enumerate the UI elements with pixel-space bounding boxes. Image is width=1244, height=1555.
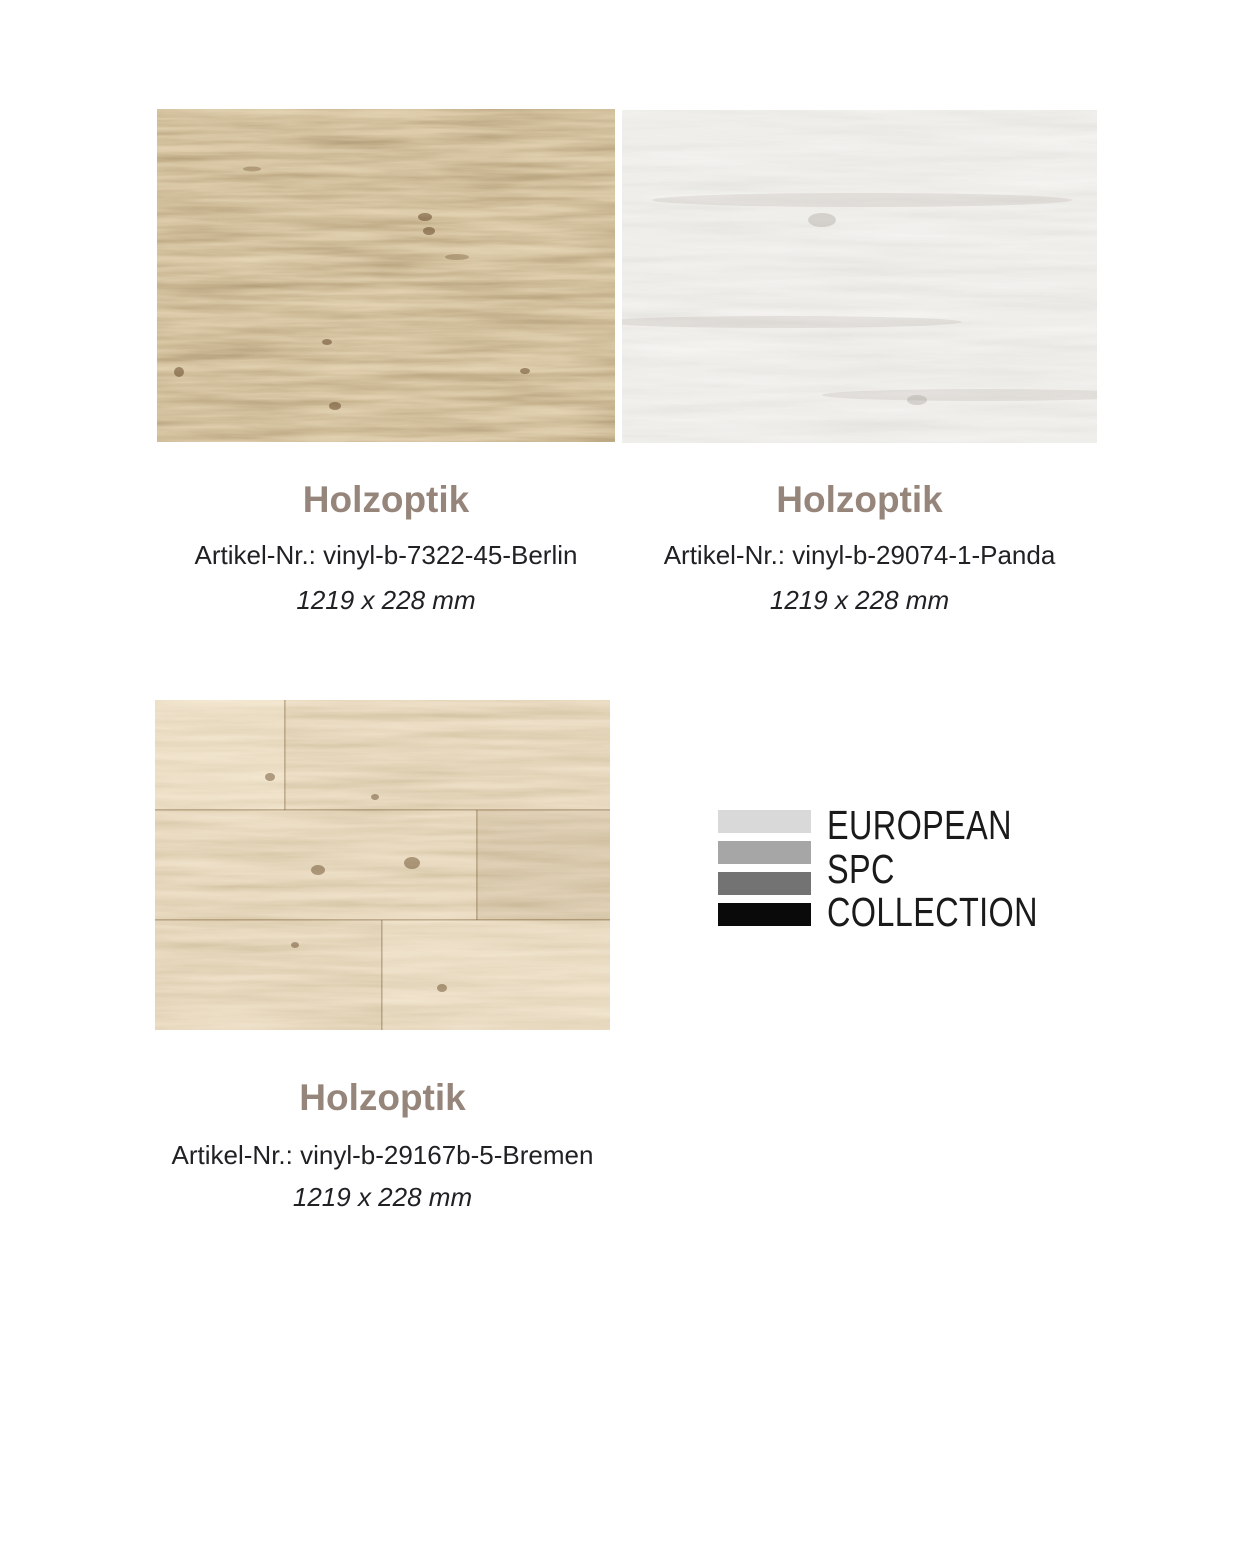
product-article-number: Artikel-Nr.: vinyl-b-29167b-5-Bremen xyxy=(171,1140,594,1170)
product-image-berlin xyxy=(157,109,615,442)
product-dimensions: 1219 x 228 mm xyxy=(769,585,950,615)
european-spc-collection-logo xyxy=(827,804,1038,935)
logo-bar-light-gray xyxy=(718,810,811,833)
product-image-panda xyxy=(622,110,1097,443)
logo-line-spc: SPC xyxy=(827,845,895,892)
product-title: Holzoptik xyxy=(776,479,943,520)
logo-bar-black xyxy=(718,903,811,926)
logo-line-european: EUROPEAN xyxy=(827,802,1012,848)
product-title: Holzoptik xyxy=(302,479,470,520)
product-dimensions: 1219 x 228 mm xyxy=(296,585,476,615)
logo-bar-medium-gray xyxy=(718,841,811,864)
logo-line-collection: COLLECTION xyxy=(827,889,1038,936)
logo-bar-dark-gray xyxy=(718,872,811,895)
product-dimensions: 1219 x 228 mm xyxy=(292,1182,473,1212)
product-image-bremen xyxy=(155,700,610,1030)
product-article-number: Artikel-Nr.: vinyl-b-7322-45-Berlin xyxy=(194,540,578,570)
logo-bars xyxy=(718,810,811,934)
product-article-number: Artikel-Nr.: vinyl-b-29074-1-Panda xyxy=(663,540,1056,570)
product-title: Holzoptik xyxy=(299,1077,466,1118)
